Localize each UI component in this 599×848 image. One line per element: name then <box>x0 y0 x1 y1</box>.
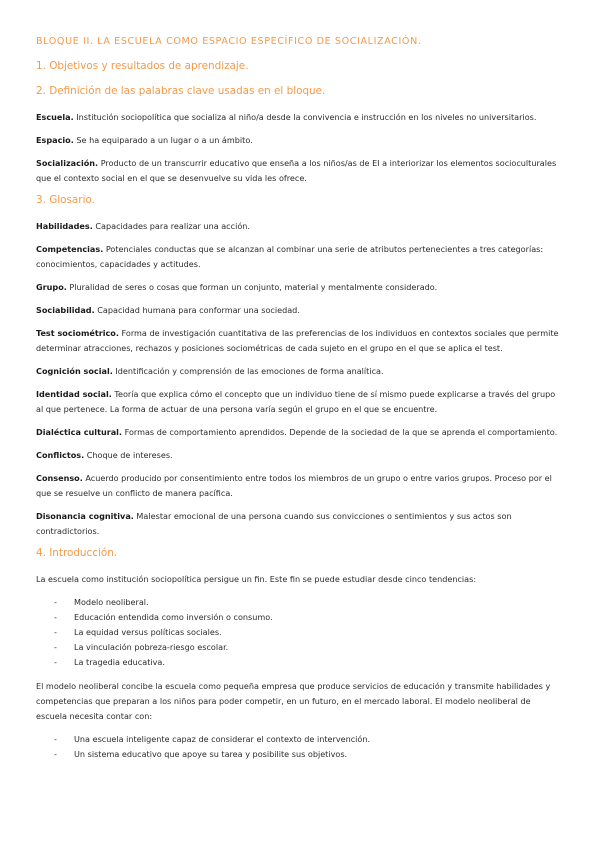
list-item <box>36 640 564 655</box>
dash-bullet: - <box>54 612 57 622</box>
list-item-text: La equidad versus políticas sociales. <box>74 627 222 637</box>
list-item-text: Una escuela inteligente capaz de considerar el contexto de intervención. <box>74 734 371 744</box>
glossary-entry <box>36 471 564 501</box>
section-heading-objectives: 1. Objetivos y resultados de aprendizaje. <box>36 60 249 72</box>
list-item-text: La vinculación pobreza-riesgo escolar. <box>74 642 229 652</box>
list-item <box>36 747 564 762</box>
list-item <box>36 732 564 747</box>
list-item <box>36 610 564 625</box>
list-item-text: Modelo neoliberal. <box>74 597 149 607</box>
glossary-entry <box>36 242 564 272</box>
glossary-text: Identificación y comprensión de las emociones de forma analítica. <box>112 366 384 376</box>
document-page <box>36 36 564 771</box>
keyword-text: Institución sociopolítica que socializa al niño/a desde la convivencia e instrucción en los niveles no universitarios. <box>73 112 537 122</box>
neoliberal-paragraph: El modelo neoliberal concibe la escuela como pequeña empresa que produce servicios de educación y transmite habilidades y competencias que preparan a los niños para poder competir, en un futuro, en el mercado laboral. El modelo neoliberal de escuela necesita contar con: <box>36 681 551 721</box>
glossary-term: Grupo. <box>36 282 67 292</box>
glossary-entry <box>36 326 564 356</box>
dash-bullet: - <box>54 657 57 667</box>
glossary-text: Choque de intereses. <box>84 450 173 460</box>
glossary-text: Teoría que explica cómo el concepto que un individuo tiene de sí mismo puede explicarse a través del grupo al que pertenece. La forma de actuar de una persona varía según el grupo en el que se encuentre. <box>36 389 556 414</box>
keyword-definition <box>36 110 564 125</box>
glossary-text: Potenciales conductas que se alcanzan al combinar una serie de atributos pertenecientes a tres categorías: conocimientos, capacidades y actitudes. <box>36 244 544 269</box>
dash-bullet: - <box>54 734 57 744</box>
glossary-term: Consenso. <box>36 473 83 483</box>
keyword-term: Escuela. <box>36 112 74 122</box>
glossary-text: Forma de investigación cuantitativa de las preferencias de los individuos en contextos sociales que permite determinar atracciones, rechazos y posiciones sociométricas de cada sujeto en el grupo en el que se aplica el test. <box>36 328 559 353</box>
dash-bullet: - <box>54 627 57 637</box>
section-heading-keywords: 2. Definición de las palabras clave usadas en el bloque. <box>36 85 326 97</box>
list-item-text: La tragedia educativa. <box>74 657 165 667</box>
keyword-term: Espacio. <box>36 135 74 145</box>
glossary-text: Formas de comportamiento aprendidos. Depende de la sociedad de la que se aprenda el comportamiento. <box>122 427 558 437</box>
block-title: BLOQUE II. LA ESCUELA COMO ESPACIO ESPECÍFICO DE SOCIALIZACIÓN. <box>36 36 422 47</box>
list-item-text: Educación entendida como inversión o consumo. <box>74 612 273 622</box>
glossary-text: Acuerdo producido por consentimiento entre todos los miembros de un grupo o entre varios grupos. Proceso por el que se resuelve un conflicto de manera pacífica. <box>36 473 552 498</box>
dash-bullet: - <box>54 597 57 607</box>
section-heading-glossary: 3. Glosario. <box>36 194 95 206</box>
dash-bullet: - <box>54 749 57 759</box>
section-heading-introduction: 4. Introducción. <box>36 547 118 559</box>
glossary-entry <box>36 303 564 318</box>
glossary-entry <box>36 425 564 440</box>
glossary-text: Capacidad humana para conformar una sociedad. <box>94 305 300 315</box>
glossary-text: Capacidades para realizar una acción. <box>92 221 250 231</box>
glossary-entry <box>36 280 564 295</box>
list-item <box>36 625 564 640</box>
glossary-term: Competencias. <box>36 244 104 254</box>
glossary-text: Pluralidad de seres o cosas que forman un conjunto, material y mentalmente considerado. <box>66 282 438 292</box>
keyword-text: Producto de un transcurrir educativo que enseña a los niños/as de EI a interiorizar los elementos socioculturales que el contexto social en el que se desenvuelve su vida les ofrece. <box>36 158 557 183</box>
tendencies-list <box>36 595 564 670</box>
glossary-text: Malestar emocional de una persona cuando sus convicciones o sentimientos y sus actos son contradictorios. <box>36 511 512 536</box>
glossary-term: Identidad social. <box>36 389 112 399</box>
glossary-entry <box>36 219 564 234</box>
glossary-term: Cognición social. <box>36 366 113 376</box>
needs-list <box>36 732 564 762</box>
keyword-definition <box>36 133 564 148</box>
dash-bullet: - <box>54 642 57 652</box>
glossary-entry <box>36 509 564 539</box>
keyword-term: Socialización. <box>36 158 99 168</box>
glossary-term: Test sociométrico. <box>36 328 119 338</box>
glossary-term: Dialéctica cultural. <box>36 427 123 437</box>
keyword-definition <box>36 156 564 186</box>
glossary-entry <box>36 387 564 417</box>
glossary-term: Disonancia cognitiva. <box>36 511 134 521</box>
keyword-text: Se ha equiparado a un lugar o a un ámbito. <box>73 135 253 145</box>
glossary-term: Sociabilidad. <box>36 305 95 315</box>
glossary-entry <box>36 448 564 463</box>
glossary-term: Conflictos. <box>36 450 85 460</box>
list-item-text: Un sistema educativo que apoye su tarea y posibilite sus objetivos. <box>74 749 348 759</box>
intro-paragraph: La escuela como institución sociopolítica persigue un fin. Este fin se puede estudiar desde cinco tendencias: <box>36 574 477 584</box>
list-item <box>36 655 564 670</box>
list-item <box>36 595 564 610</box>
glossary-entry <box>36 364 564 379</box>
glossary-term: Habilidades. <box>36 221 93 231</box>
